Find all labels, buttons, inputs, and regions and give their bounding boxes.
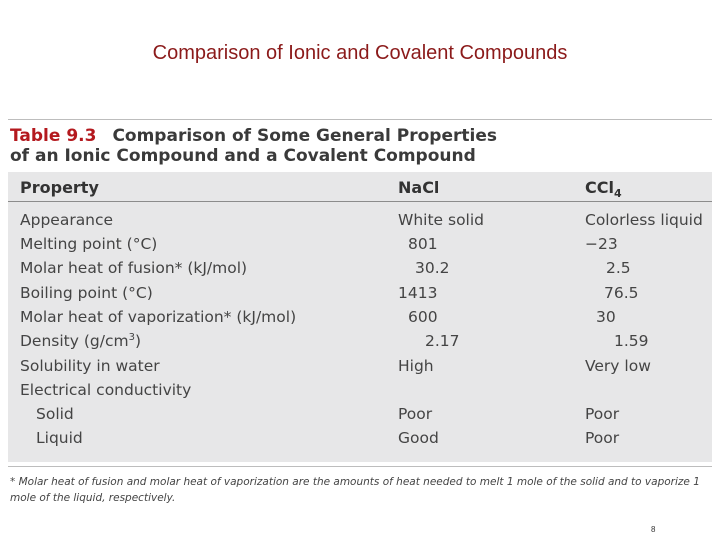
ccl4-cell: 76.5 [604, 284, 639, 302]
table-row [8, 379, 712, 403]
table-row [8, 233, 712, 257]
ccl4-cell: Poor [585, 405, 620, 423]
table-row [8, 257, 712, 281]
table-caption-line1 [10, 126, 497, 146]
header-nacl: NaCl [398, 178, 440, 197]
table-header-row [8, 172, 712, 202]
table-row [8, 282, 712, 306]
nacl-cell: 600 [408, 308, 438, 326]
ccl4-cell: 30 [596, 308, 616, 326]
table-footnote: * Molar heat of fusion and molar heat of vaporization are the amounts of heat needed to melt 1 mole of the solid and to vaporize 1 mole of the liquid, respectively. [10, 476, 700, 504]
property-cell: Solid [36, 405, 74, 423]
density-label-end: ) [134, 332, 142, 351]
ccl4-cell: 1.59 [614, 332, 649, 350]
nacl-cell: 801 [408, 235, 438, 253]
header-ccl4 [585, 178, 622, 200]
table-caption-line2: of an Ionic Compound and a Covalent Compound [10, 146, 476, 166]
nacl-cell: White solid [398, 211, 485, 229]
density-label: Density (g/cm [20, 332, 129, 351]
property-cell: Electrical conductivity [20, 381, 192, 399]
ccl4-cell: Very low [585, 357, 651, 375]
ccl4-cell: 2.5 [606, 259, 631, 277]
properties-table [8, 172, 712, 462]
table-caption-text-1: Comparison of Some General Properties [112, 126, 497, 146]
ccl4-cell: Colorless liquid [585, 211, 703, 229]
table-bottom-rule [8, 466, 712, 467]
table-row [8, 403, 712, 427]
nacl-cell: High [398, 357, 434, 375]
slide-title: Comparison of Ionic and Covalent Compounds [152, 42, 568, 64]
property-cell: Melting point (°C) [20, 235, 158, 253]
table-caption [8, 119, 712, 169]
table-row [8, 427, 712, 451]
nacl-cell: Poor [398, 405, 433, 423]
property-cell [20, 332, 141, 350]
property-cell: Liquid [36, 429, 83, 447]
header-ccl4-base: CCl [585, 178, 614, 197]
property-cell: Molar heat of vaporization* (kJ/mol) [20, 308, 297, 326]
table-row [8, 330, 712, 354]
table-row [8, 209, 712, 233]
header-property: Property [20, 178, 99, 197]
page-number: 8 [651, 525, 656, 534]
property-cell: Boiling point (°C) [20, 284, 153, 302]
nacl-cell: 30.2 [415, 259, 450, 277]
header-ccl4-subscript: 4 [613, 187, 622, 201]
ccl4-cell: −23 [585, 235, 618, 253]
nacl-cell: Good [398, 429, 439, 447]
table-row [8, 355, 712, 379]
density-superscript: 3 [128, 332, 135, 343]
nacl-cell: 2.17 [425, 332, 460, 350]
property-cell: Solubility in water [20, 357, 160, 375]
table-number: Table 9.3 [10, 126, 97, 146]
ccl4-cell: Poor [585, 429, 620, 447]
nacl-cell: 1413 [398, 284, 438, 302]
property-cell: Molar heat of fusion* (kJ/mol) [20, 259, 248, 277]
table-row [8, 306, 712, 330]
property-cell: Appearance [20, 211, 114, 229]
